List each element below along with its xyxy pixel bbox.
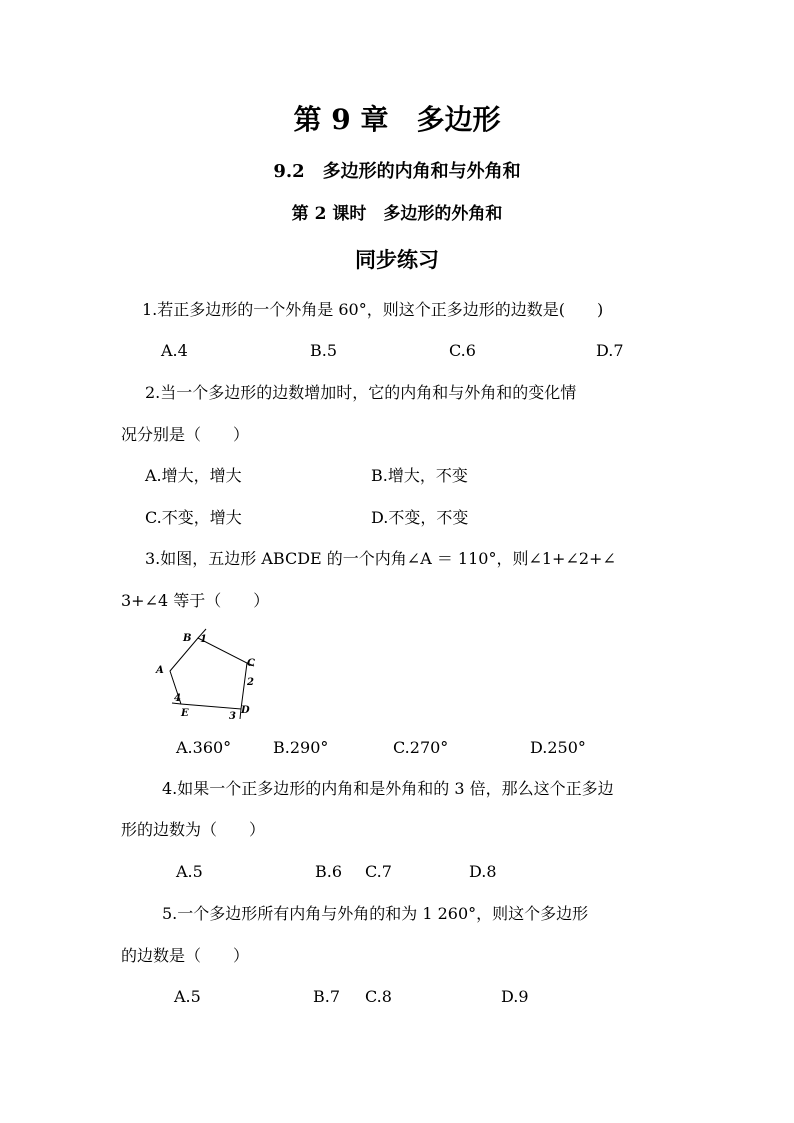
- question-4-option-a: A.5: [176, 862, 203, 881]
- question-5-line-1: 5.一个多边形所有内角与外角的和为 1 260°，则这个多边形: [162, 904, 589, 923]
- angle-label-3: 3: [229, 711, 236, 722]
- vertex-label-c: C: [247, 658, 255, 669]
- question-3-option-b: B.290°: [273, 738, 329, 757]
- question-4-option-b: B.6: [315, 862, 343, 881]
- question-2-option-a: A.增大，增大: [145, 466, 242, 485]
- question-4-line-1: 4.如果一个正多边形的内角和是外角和的 3 倍，那么这个正多边: [162, 779, 614, 798]
- pentagon-figure: [150, 627, 270, 727]
- question-3-option-a: A.360°: [176, 738, 232, 757]
- question-1-option-c: C.6: [449, 341, 476, 360]
- question-2-line-2: 况分别是（ ）: [121, 425, 250, 444]
- chapter-title: 第 9 章 多边形: [293, 103, 501, 136]
- question-5-option-a: A.5: [174, 987, 201, 1006]
- question-2-option-b: B.增大，不变: [371, 466, 468, 485]
- question-5-option-b: B.7: [313, 987, 341, 1006]
- question-1-option-b: B.5: [310, 341, 338, 360]
- question-2-option-c: C.不变，增大: [145, 508, 242, 527]
- vertex-label-e: E: [181, 708, 189, 719]
- question-5-option-d: D.9: [501, 987, 529, 1006]
- lesson-title: 第 2 课时 多边形的外角和: [291, 204, 503, 224]
- question-3-option-d: D.250°: [530, 738, 586, 757]
- question-2-option-d: D.不变，不变: [371, 508, 469, 527]
- pentagon-shape: [170, 638, 247, 709]
- angle-label-2: 2: [247, 677, 254, 688]
- section-title: 9.2 多边形的内角和与外角和: [273, 161, 521, 182]
- question-5-option-c: C.8: [365, 987, 392, 1006]
- question-3-option-c: C.270°: [393, 738, 449, 757]
- vertex-label-a: A: [156, 665, 164, 676]
- question-4-option-d: D.8: [469, 862, 497, 881]
- question-1-option-a: A.4: [161, 341, 188, 360]
- question-1-option-d: D.7: [596, 341, 624, 360]
- angle-label-4: 4: [174, 693, 181, 704]
- question-5-line-2: 的边数是（ ）: [121, 946, 250, 965]
- question-1-line-1: 1.若正多边形的一个外角是 60°，则这个正多边形的边数是( ): [142, 300, 604, 319]
- question-4-option-c: C.7: [365, 862, 392, 881]
- question-2-line-1: 2.当一个多边形的边数增加时，它的内角和与外角和的变化情: [145, 383, 577, 402]
- vertex-label-b: B: [183, 633, 192, 644]
- question-3-line-2: 3+∠4 等于（ ）: [121, 591, 270, 610]
- vertex-label-d: D: [241, 705, 250, 716]
- question-3-line-1: 3.如图，五边形 ABCDE 的一个内角∠A ＝ 110°，则∠1+∠2+∠: [145, 549, 616, 568]
- angle-label-1: 1: [200, 634, 207, 645]
- question-4-line-2: 形的边数为（ ）: [121, 820, 266, 839]
- exercise-title: 同步练习: [355, 247, 439, 272]
